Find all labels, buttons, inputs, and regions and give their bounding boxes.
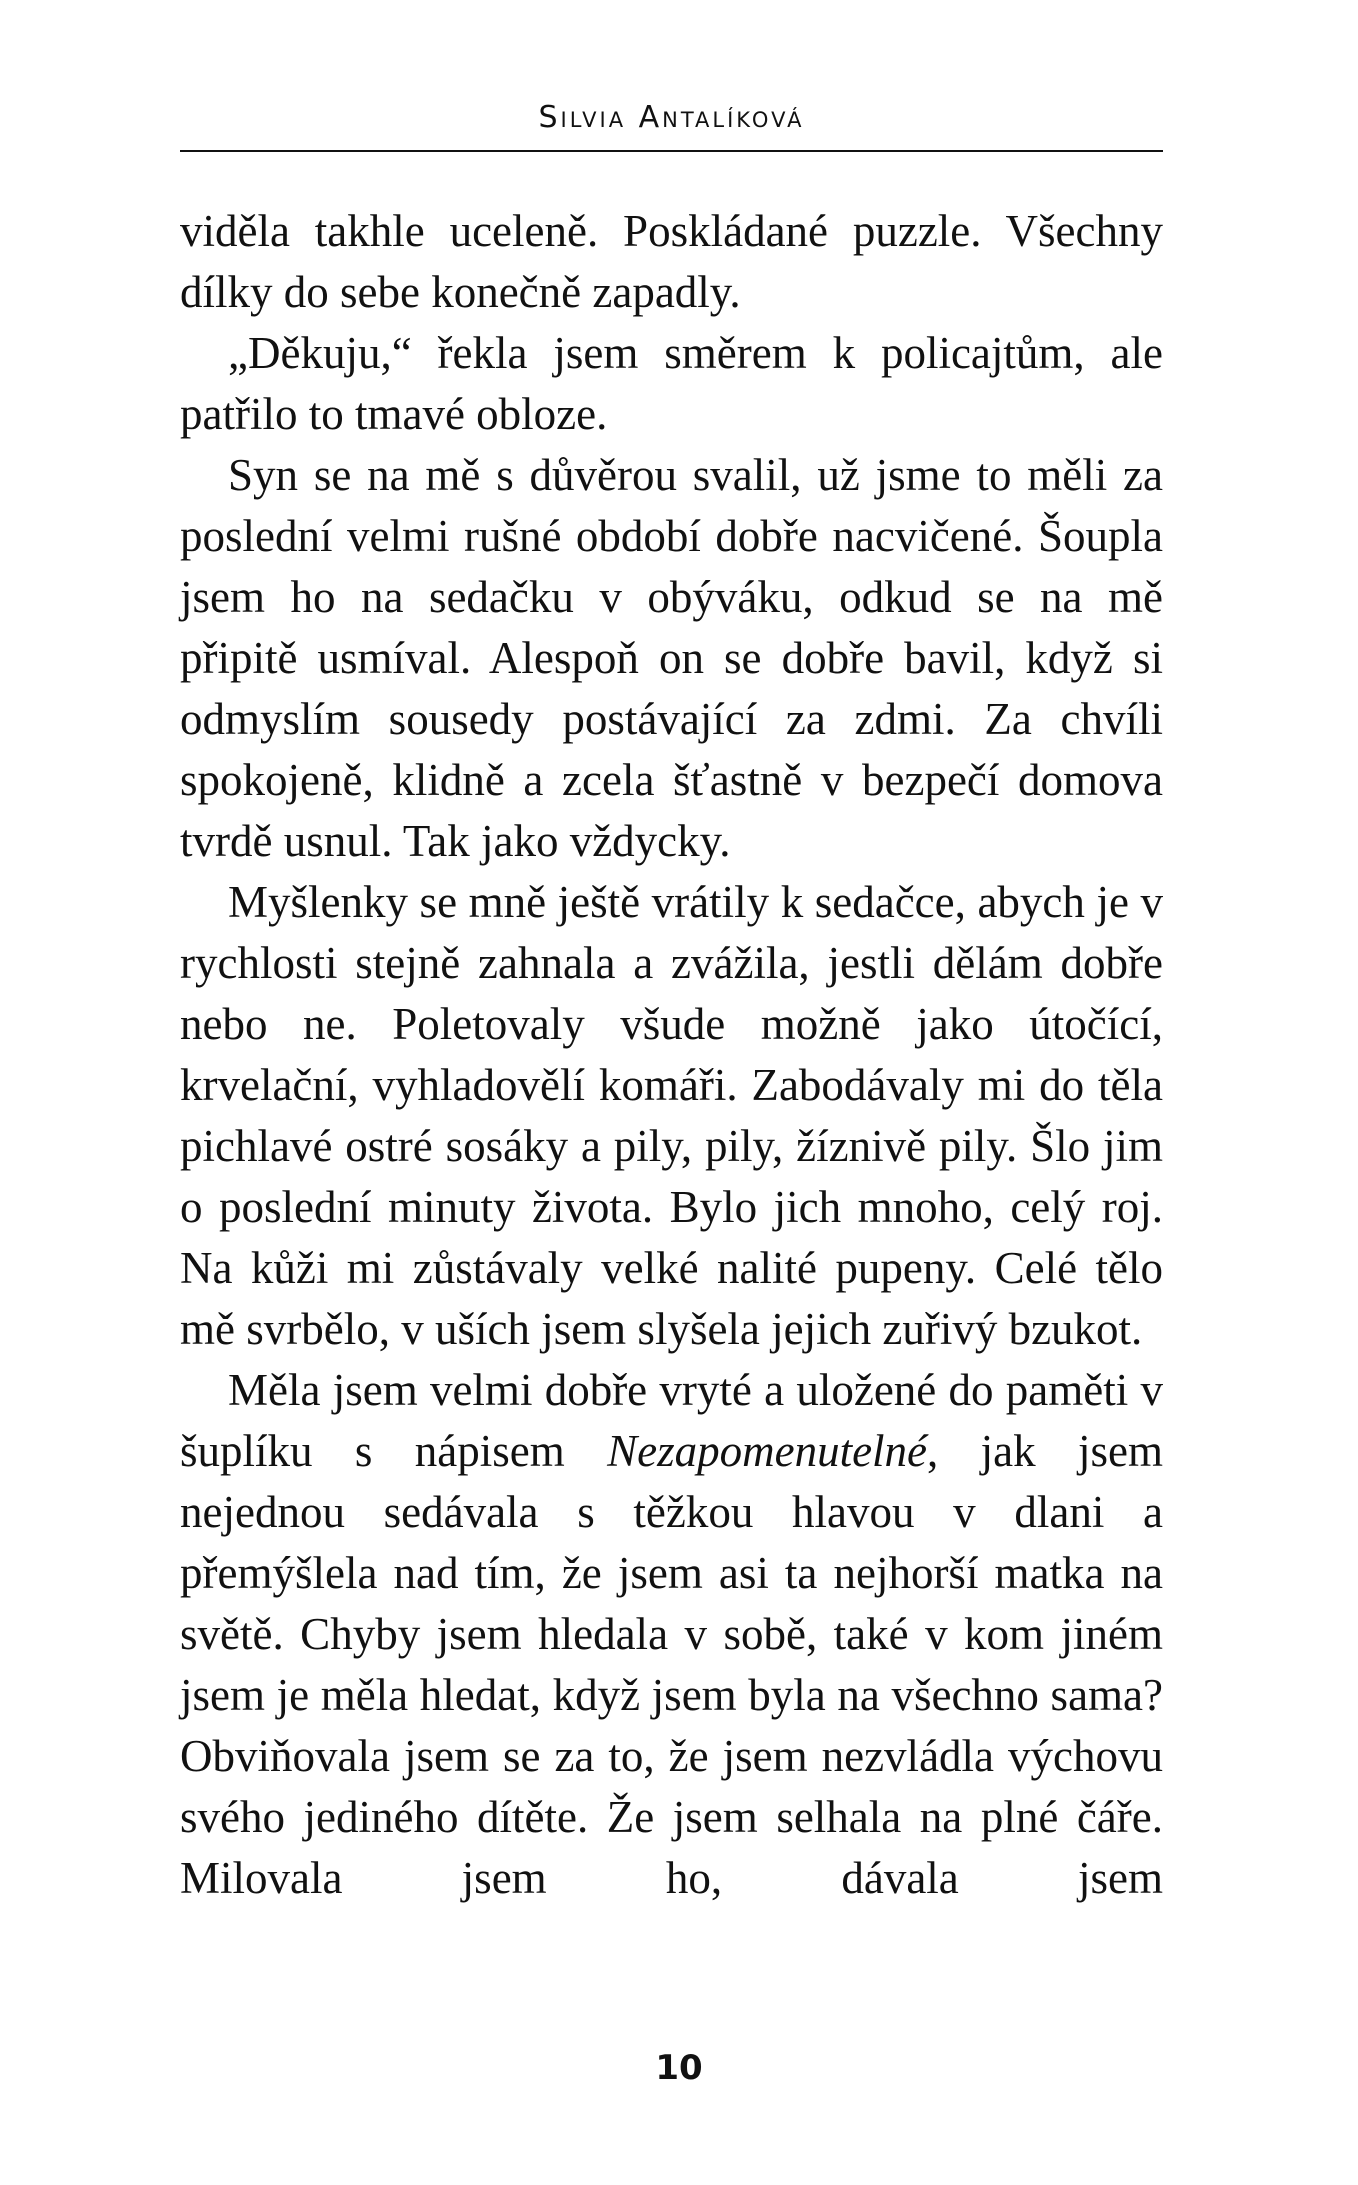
running-head: Silvia Antalíková: [538, 100, 805, 135]
italic-title: Nezapomenutelné: [607, 1426, 928, 1476]
header-rule: [180, 150, 1163, 152]
paragraph: Syn se na mě s důvěrou svalil, už jsme to měli za poslední velmi rušné období dobře nacvičené. Šoupla jsem ho na sedačku v obýváku, odkud se na mě připitě usmíval. Alespoň on se dobře bavil, když si odmyslím sousedy postávající za zdmi. Za chvíli spokojeně, klidně a zcela šťastně v bezpečí domova tvrdě usnul. Tak jako vždycky.: [180, 450, 1163, 866]
paragraph: Myšlenky se mně ještě vrátily k sedačce, abych je v rychlosti stejně zahnala a zvážila, jestli dělám dobře nebo ne. Poletovaly všude možně jako útočící, krvelační, vyhladovělí komáři. Zabodávaly mi do těla pichlavé ostré sosáky a pily, pily, žíznivě pily. Šlo jim o poslední minuty života. Bylo jich mnoho, celý roj. Na kůži mi zůstávaly velké nalité pupeny. Celé tělo mě svrbělo, v uších jsem slyšela jejich zuřivý bzukot.: [180, 877, 1163, 1354]
body-text: [180, 201, 1163, 1909]
text-run: Měla jsem velmi dobře vryté a uložené do paměti v šuplíku s nápisem: [180, 1365, 1163, 1476]
page-number: 10: [655, 2048, 703, 2088]
paragraph-continuation: viděla takhle uceleně. Poskládané puzzle. Všechny dílky do sebe konečně zapadly.: [180, 206, 1163, 317]
text-run: , jak jsem nejednou sedávala s těžkou hlavou v dlani a přemýšlela nad tím, že jsem asi ta nejhorší matka na světě. Chyby jsem hledala v sobě, také v kom jiném jsem je měla hledat, když jsem byla na všechno sama? Obviňovala jsem se za to, že jsem nezvládla výchovu svého jediného dítěte. Že jsem selhala na plné čáře. Milovala jsem ho, dávala jsem: [180, 1426, 1163, 1903]
paragraph-last: [180, 1360, 1163, 1909]
paragraph-dialogue: „Děkuju,“ řekla jsem směrem k policajtům, ale patřilo to tmavé obloze.: [180, 328, 1163, 439]
